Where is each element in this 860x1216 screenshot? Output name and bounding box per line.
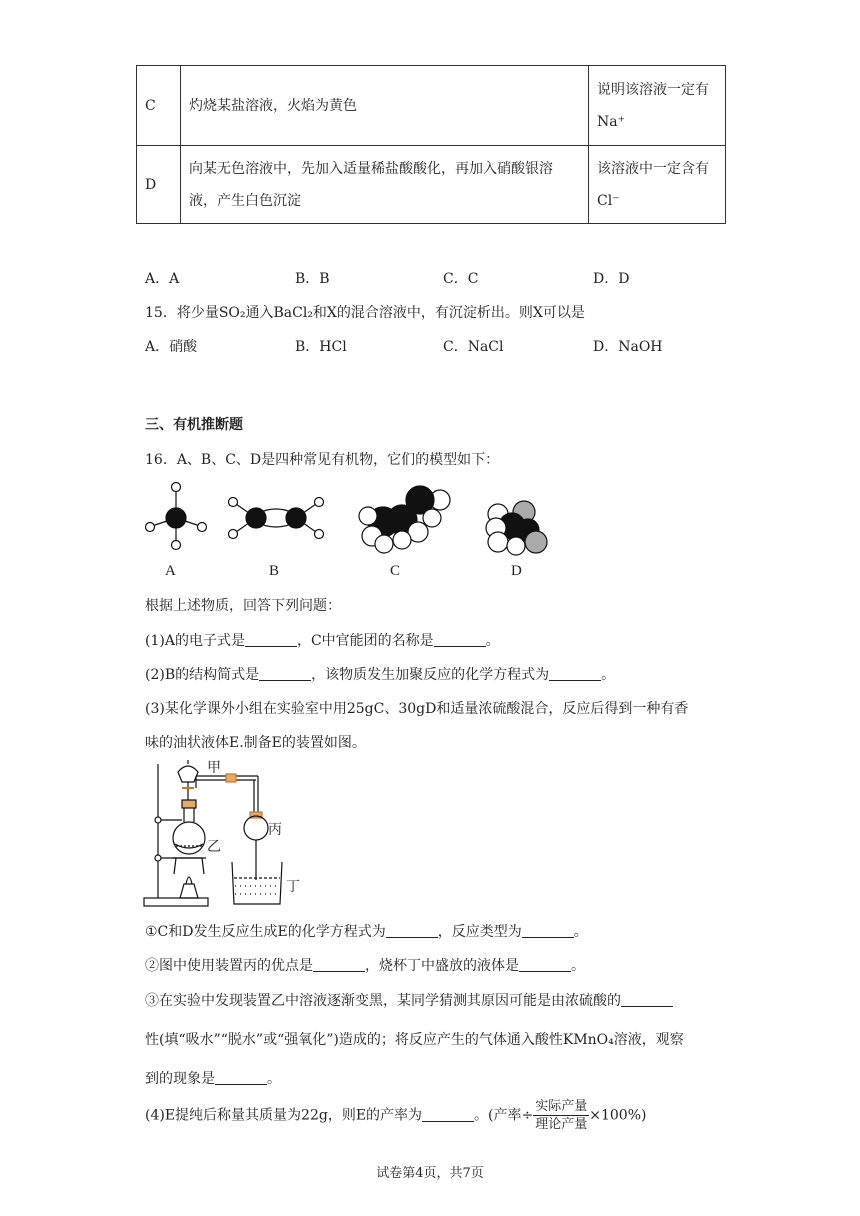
choice-d[interactable]: D．D xyxy=(593,271,630,287)
row-conclusion xyxy=(589,66,726,146)
model-b xyxy=(229,498,324,539)
q16-sub3-line1: ③在实验中发现装置乙中溶液逐渐变黑，某同学猜测其原因可能是由浓硫酸的 xyxy=(145,990,673,1010)
conclusion-line: Cl⁻ xyxy=(597,192,620,209)
choice-a[interactable]: A．硝酸 xyxy=(145,339,198,355)
choice-b[interactable]: B．B xyxy=(295,271,330,287)
label-jia: 甲 xyxy=(207,760,221,776)
q16-sub3-line2: 性(填“吸水”“脱水”或“强氧化”)造成的；将反应产生的气体通入酸性KMnO₄溶液，观察 xyxy=(145,1032,684,1048)
answer-blank[interactable] xyxy=(522,923,574,938)
choice-c[interactable]: C．C xyxy=(443,271,479,287)
content-line: 向某无色溶液中，先加入适量稀盐酸酸化，再加入硝酸银溶 xyxy=(189,160,553,177)
table-row xyxy=(137,146,726,224)
label-bing: 丙 xyxy=(268,822,282,838)
q16-sub2: ②图中使用装置丙的优点是 ，烧杯丁中盛放的液体是 。 xyxy=(145,958,585,974)
q16-part1: (1)A的电子式是 ，C中官能团的名称是 。 xyxy=(145,633,500,649)
q14-choices xyxy=(145,268,745,288)
row-conclusion xyxy=(589,146,726,224)
q16-part3-line2: 味的油状液体E.制备E的装置如图。 xyxy=(145,735,366,751)
row-content xyxy=(181,146,589,224)
row-key: C xyxy=(137,66,181,146)
conclusion-line: 该溶液中一定含有 xyxy=(597,160,709,177)
answer-blank[interactable] xyxy=(245,632,297,647)
q16-part2: (2)B的结构简式是 ，该物质发生加聚反应的化学方程式为 。 xyxy=(145,667,616,683)
label-yi: 乙 xyxy=(207,839,221,855)
q16-part3-line1: (3)某化学课外小组在实验室中用25gC、30gD和适量浓硫酸混合，反应后得到一种有香 xyxy=(145,701,689,717)
model-a xyxy=(146,483,207,550)
model-label: A xyxy=(165,563,176,579)
model-label: D xyxy=(511,563,522,579)
choice-a[interactable]: A．A xyxy=(145,271,180,287)
q16-sub1: ①C和D发生反应生成E的化学方程式为 ，反应类型为 。 xyxy=(145,924,588,940)
label-ding: 丁 xyxy=(286,879,300,895)
model-c xyxy=(359,486,450,553)
answer-blank[interactable] xyxy=(313,957,365,972)
answer-blank[interactable] xyxy=(215,1070,267,1085)
options-table xyxy=(136,65,726,224)
q16-stem: 16．A、B、C、D是四种常见有机物，它们的模型如下： xyxy=(145,452,500,468)
table-row xyxy=(137,66,726,146)
q16-part4: (4)E提纯后称量其质量为22g，则E的产率为 。(产率÷ $\frac{\text{实际产量}}{\text{理论产量}}$ ×100%) xyxy=(145,1099,647,1132)
yield-fraction: $\frac{\text{实际产量}}{\text{理论产量}}$ xyxy=(535,1099,588,1132)
q15-choices xyxy=(145,336,745,356)
row-content: 灼烧某盐溶液，火焰为黄色 xyxy=(181,66,589,146)
q16-intro: 根据上述物质，回答下列问题： xyxy=(145,598,341,614)
model-d xyxy=(486,501,547,555)
content-line: 液，产生白色沉淀 xyxy=(189,192,301,209)
answer-blank[interactable] xyxy=(519,957,571,972)
answer-blank[interactable] xyxy=(549,666,601,681)
answer-blank[interactable] xyxy=(621,992,673,1007)
answer-blank[interactable] xyxy=(386,923,438,938)
choice-d[interactable]: D．NaOH xyxy=(593,339,663,355)
choice-b[interactable]: B．HCl xyxy=(295,339,347,355)
conclusion-line: 说明该溶液一定有 xyxy=(597,81,709,98)
choice-c[interactable]: C．NaCl xyxy=(443,339,504,355)
model-label: B xyxy=(269,563,280,579)
answer-blank[interactable] xyxy=(434,632,486,647)
answer-blank[interactable] xyxy=(422,1107,474,1122)
q15-stem: 15．将少量SO₂通入BaCl₂和X的混合溶液中，有沉淀析出。则X可以是 xyxy=(145,305,585,321)
model-label: C xyxy=(390,563,401,579)
conclusion-line: Na⁺ xyxy=(597,113,625,130)
answer-blank[interactable] xyxy=(259,666,311,681)
section-title: 三、有机推断题 xyxy=(145,417,243,433)
row-key: D xyxy=(137,146,181,224)
page-footer: 试卷第4页，共7页 xyxy=(376,1166,484,1181)
q16-sub3-line3: 到的现象是 。 xyxy=(145,1071,281,1087)
